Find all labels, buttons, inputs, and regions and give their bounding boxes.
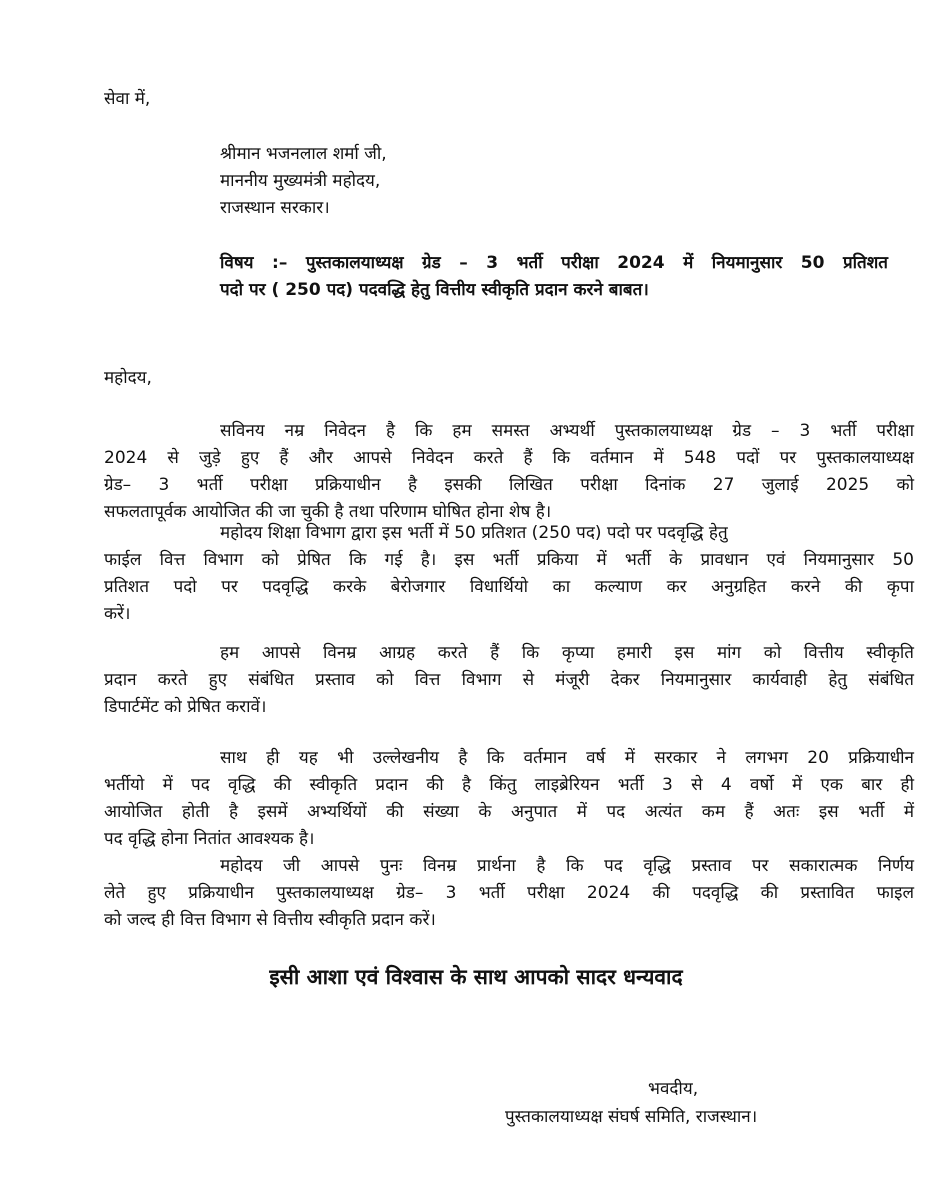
paragraph-line: हम आपसे विनम्र आग्रह करते हैं कि कृप्या हमारी इस मांग को वित्तीय स्वीकृति: [220, 643, 914, 663]
paragraph-line: 2024 से जुड़े हुए हैं और आपसे निवेदन करते हैं कि वर्तमान में 548 पदों पर पुस्तकालयाध्यक्ष: [104, 448, 914, 468]
paragraph-line: फाईल वित्त विभाग को प्रेषित कि गई है। इस भर्ती प्रकिया में भर्ती के प्रावधान एवं नियमानुसार 50: [104, 550, 914, 570]
valediction: [648, 1076, 698, 1102]
body-paragraph-5: [104, 853, 914, 934]
subject-block: [220, 250, 888, 304]
paragraph-line: ग्रेड– 3 भर्ती परीक्षा प्रक्रियाधीन है इसकी लिखित परीक्षा दिनांक 27 जुलाई 2025 को: [104, 475, 914, 495]
paragraph-line: प्रतिशत पदो पर पदवृद्धि करके बेरोजगार विधार्थियो का कल्याण कर अनुग्रहित करने की कृपा: [104, 577, 914, 597]
body-paragraph-4: [104, 745, 914, 853]
addressee-designation: माननीय मुख्यमंत्री महोदय,: [220, 171, 381, 191]
paragraph-line: साथ ही यह भी उल्लेखनीय है कि वर्तमान वर्ष में सरकार ने लगभग 20 प्रक्रियाधीन: [220, 748, 914, 768]
salutation-text: सेवा में,: [104, 89, 151, 109]
paragraph-line: महोदय जी आपसे पुनः विनम्र प्रार्थना है कि पद वृद्धि प्रस्ताव पर सकारात्मक निर्णय: [220, 856, 914, 876]
salutation: [104, 86, 150, 112]
paragraph-line: पद वृद्धि होना नितांत आवश्यक है।: [104, 829, 315, 849]
paragraph-line: लेते हुए प्रक्रियाधीन पुस्तकालयाध्यक्ष ग्रेड– 3 भर्ती परीक्षा 2024 की पदवृद्धि की प्रस्तावित फाइल: [104, 883, 914, 903]
addressee-block: [220, 141, 387, 222]
paragraph-line: महोदय शिक्षा विभाग द्वारा इस भर्ती में 50 प्रतिशत (250 पद) पदो पर पदवृद्धि हेतु: [220, 523, 728, 543]
sender-text: पुस्तकालयाध्यक्ष संघर्ष समिति, राजस्थान।: [505, 1107, 758, 1127]
body-paragraph-1: [104, 418, 914, 526]
paragraph-line: करें।: [104, 604, 131, 624]
paragraph-line: को जल्द ही वित्त विभाग से वित्तीय स्वीकृति प्रदान करें।: [104, 910, 436, 930]
paragraph-line: सविनय नम्र निवेदन है कि हम समस्त अभ्यर्थी पुस्तकालयाध्यक्ष ग्रेड – 3 भर्ती परीक्षा: [220, 421, 914, 441]
subject-line: पदो पर ( 250 पद) पदवद्धि हेतु वित्तीय स्वीकृति प्रदान करने बाबत।: [220, 280, 649, 300]
sender-name: [505, 1104, 757, 1130]
paragraph-line: डिपार्टमेंट को प्रेषित करावें।: [104, 697, 267, 717]
greeting-text: महोदय,: [104, 368, 152, 388]
body-paragraph-2: [104, 520, 914, 628]
addressee-government: राजस्थान सरकार।: [220, 198, 330, 218]
greeting: [104, 365, 152, 391]
paragraph-line: प्रदान करते हुए संबंधित प्रस्ताव को वित्त विभाग से मंजूरी देकर नियमानुसार कार्यवाही हेतु संबंधित: [104, 670, 914, 690]
subject-line: विषय :– पुस्तकालयाध्यक्ष ग्रेड – 3 भर्ती परीक्षा 2024 में नियमानुसार 50 प्रतिशत: [220, 253, 888, 273]
body-paragraph-3: [104, 640, 914, 721]
addressee-name: श्रीमान भजनलाल शर्मा जी,: [220, 144, 387, 164]
paragraph-line: भर्तीयो में पद वृद्धि की स्वीकृति प्रदान की है किंतु लाइब्रेरियन भर्ती 3 से 4 वर्षो में एक बार ही: [104, 775, 914, 795]
paragraph-line: सफलतापूर्वक आयोजित की जा चुकी है तथा परिणाम घोषित होना शेष है।: [104, 502, 552, 522]
paragraph-line: आयोजित होती है इसमें अभ्यर्थियों की संख्या के अनुपात में पद अत्यंत कम हैं अतः इस भर्ती में: [104, 802, 914, 822]
valediction-text: भवदीय,: [648, 1079, 699, 1099]
closing-line: इसी आशा एवं विश्वास के साथ आपको सादर धन्यवाद: [269, 965, 683, 989]
